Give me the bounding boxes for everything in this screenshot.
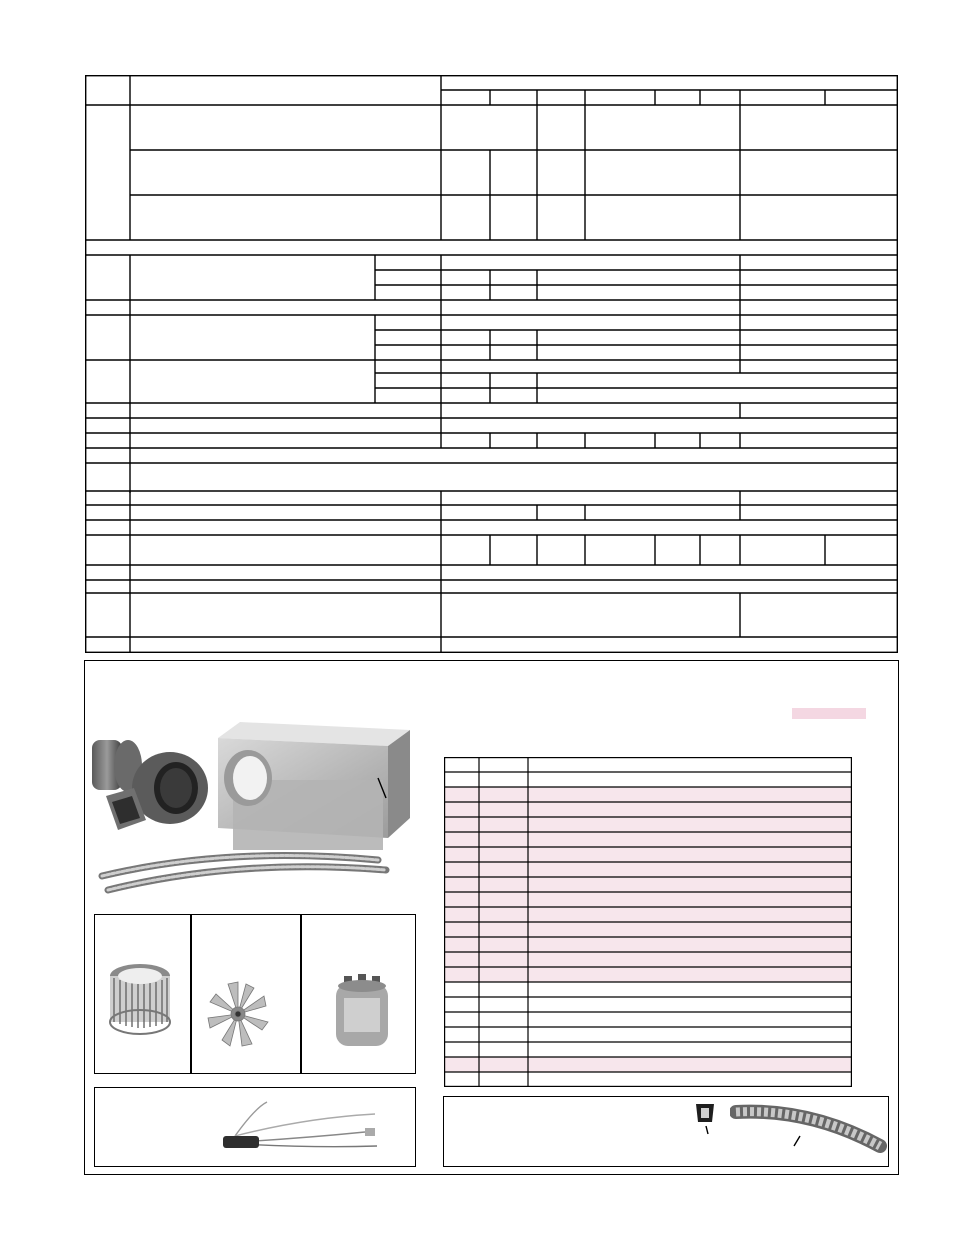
- parts-list-grid: [444, 757, 852, 1087]
- parts-divider-1: [190, 914, 192, 1074]
- blower-housing-photo: [88, 718, 418, 898]
- highlight-badge: [792, 708, 866, 719]
- parts-list-table: [444, 757, 852, 1087]
- sheet-metal-housing: [218, 722, 410, 850]
- flex-conduit-image: [730, 1102, 890, 1162]
- spec-table: [85, 75, 898, 653]
- blower-motor-assembly: [92, 740, 208, 830]
- spec-table-grid: [85, 75, 898, 653]
- fan-blade-image: [204, 978, 272, 1050]
- conduit-connector-image: [692, 1102, 720, 1136]
- parts-divider-2: [300, 914, 302, 1074]
- flexible-conduit-pair: [102, 856, 386, 890]
- blower-wheel-image: [104, 960, 176, 1040]
- capacitor-image: [330, 972, 394, 1050]
- wire-harness-image: [215, 1098, 385, 1160]
